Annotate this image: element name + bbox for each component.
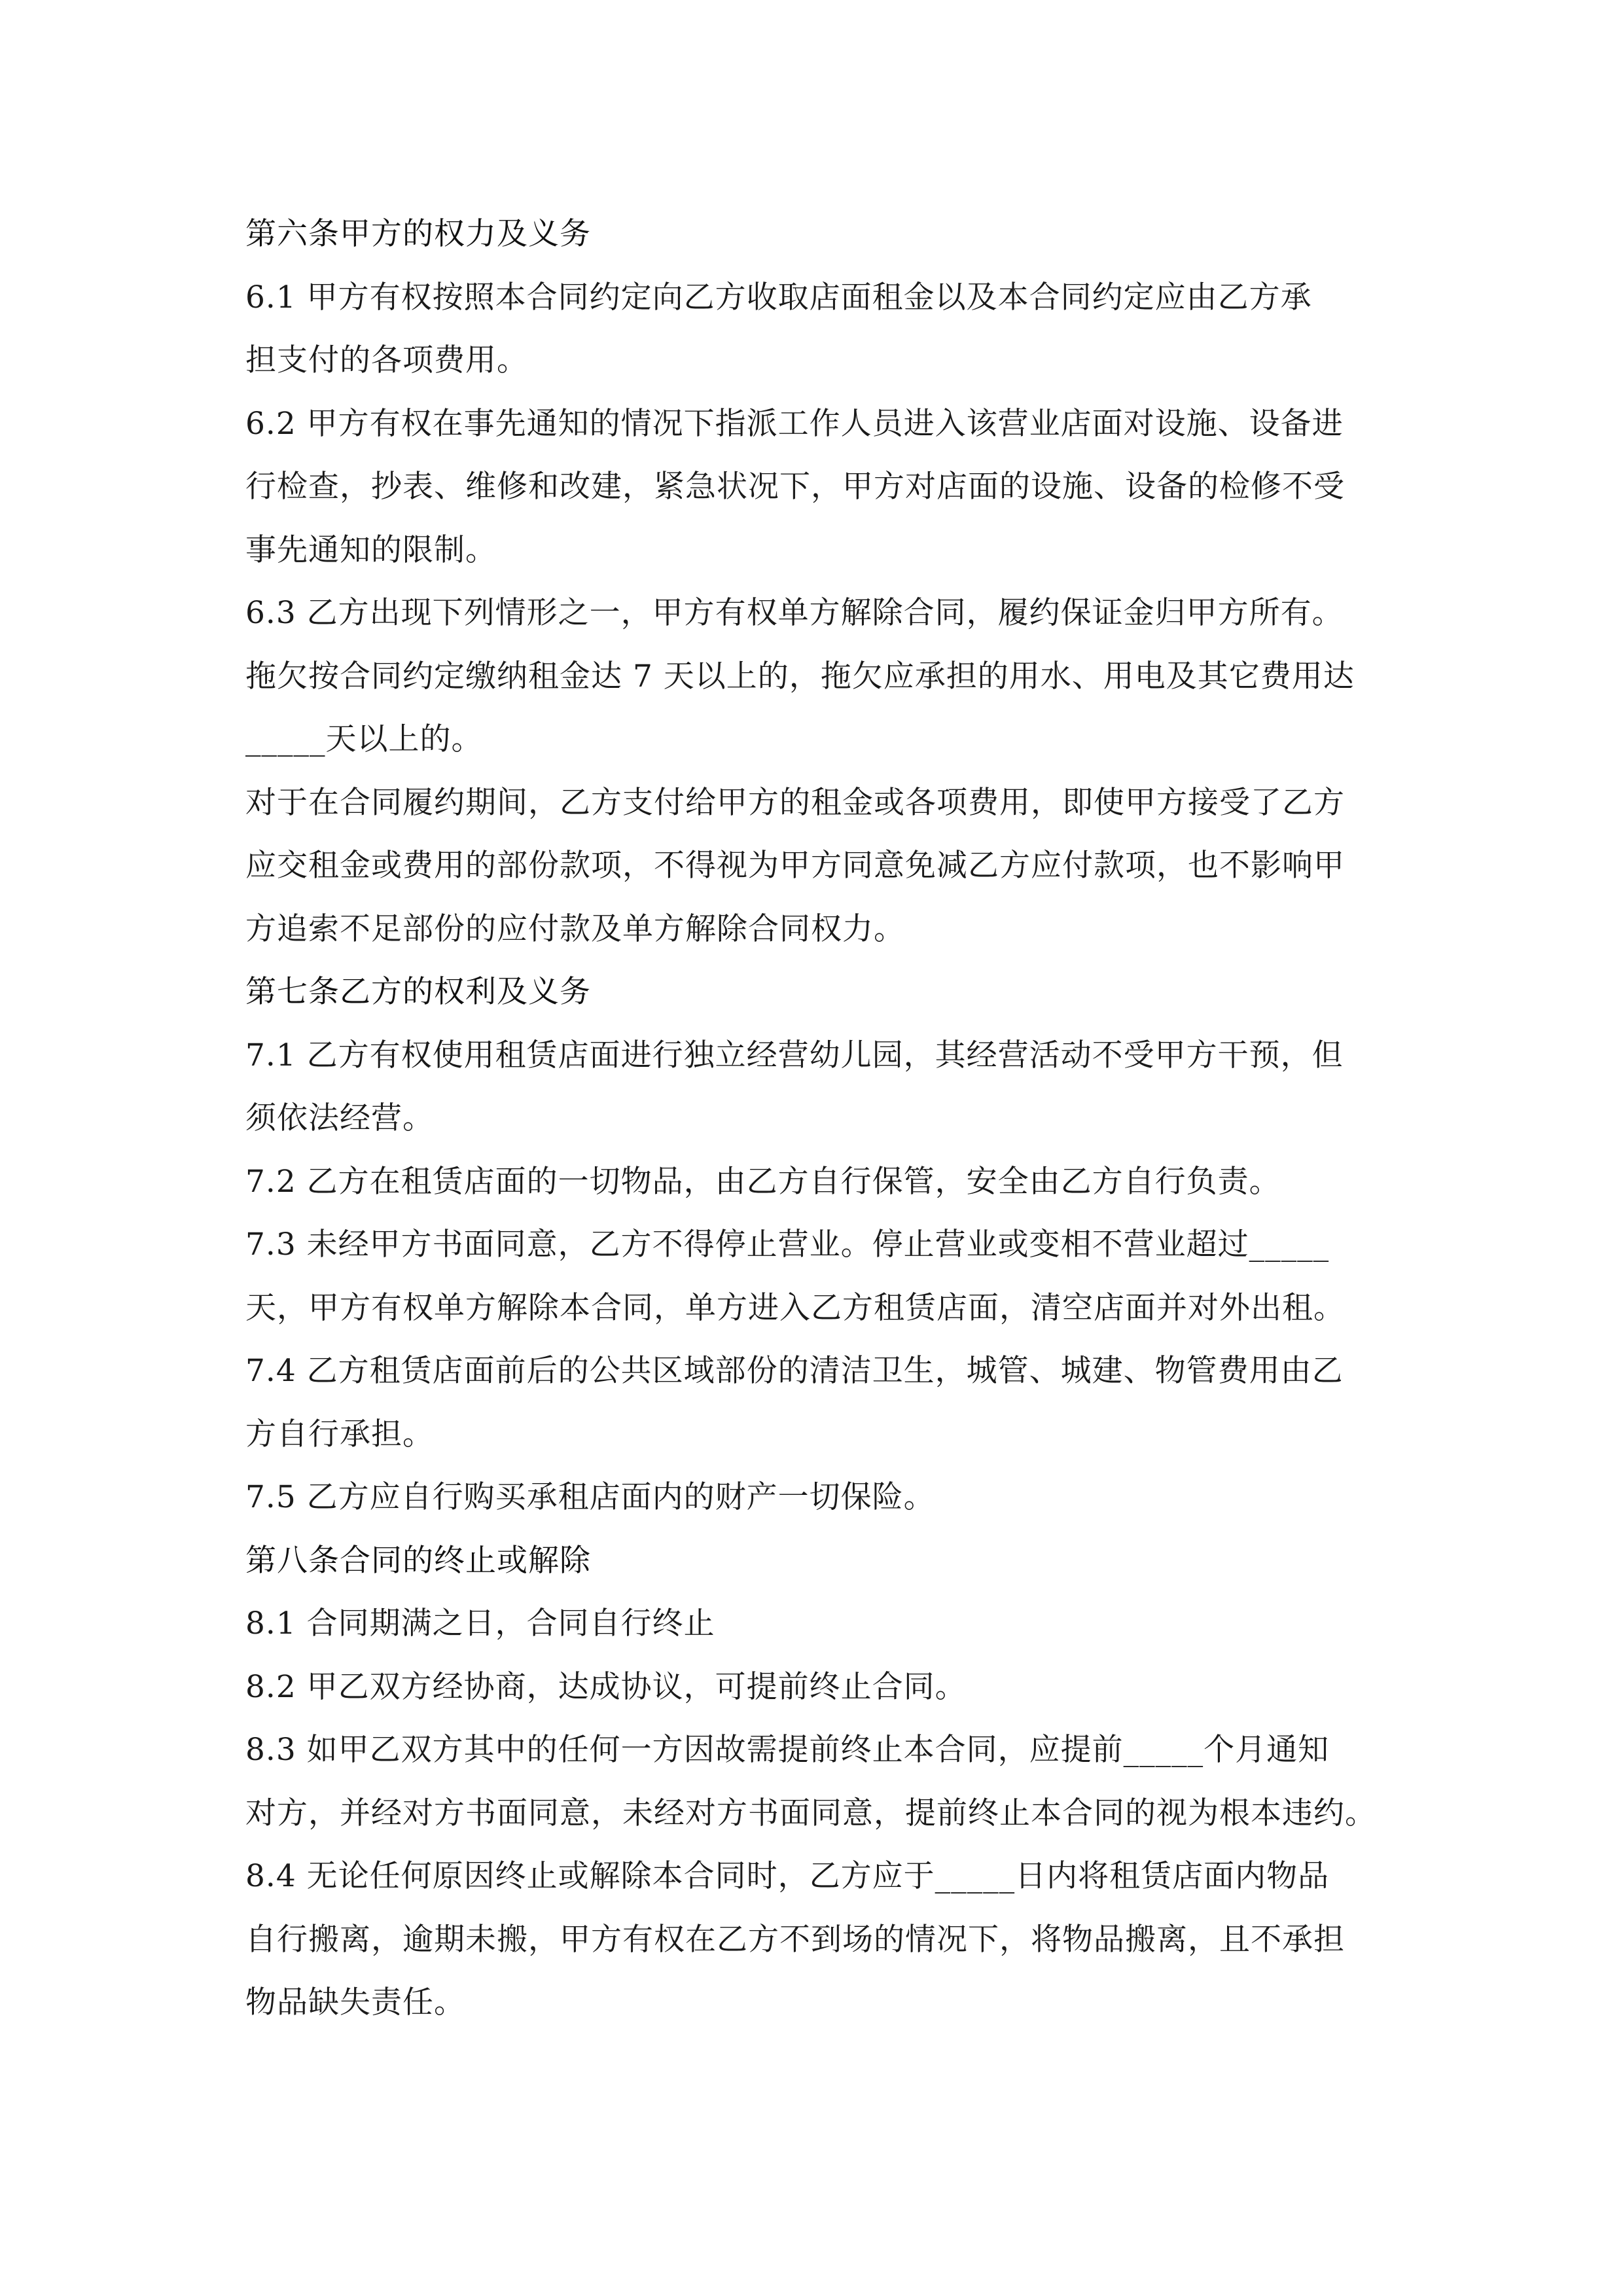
clause-6-2-line-2: 行检查，抄表、维修和改建，紧急状况下，甲方对店面的设施、设备的检修不受 [245, 469, 1345, 505]
clause-6-2-line-3: 事先通知的限制。 [245, 531, 497, 568]
clause-7-3-line-2: 天，甲方有权单方解除本合同，单方进入乙方租赁店面，清空店面并对外出租。 [245, 1289, 1345, 1326]
clause-8-4-line-1: 8.4 无论任何原因终止或解除本合同时，乙方应于_____日内将租赁店面内物品 [245, 1858, 1330, 1894]
clause-7-1-line-1: 7.1 乙方有权使用租赁店面进行独立经营幼儿园，其经营活动不受甲方干预，但 [245, 1037, 1344, 1073]
paragraph-payment-line-1: 对于在合同履约期间，乙方支付给甲方的租金或各项费用，即使甲方接受了乙方 [245, 784, 1345, 821]
clause-6-3-line-1: 6.3 乙方出现下列情形之一，甲方有权单方解除合同，履约保证金归甲方所有。 [245, 595, 1344, 631]
clause-8-4-line-3: 物品缺失责任。 [245, 1984, 465, 2020]
clause-7-2-line-1: 7.2 乙方在租赁店面的一切物品，由乙方自行保管，安全由乙方自行负责。 [245, 1163, 1281, 1200]
clause-7-4-line-2: 方自行承担。 [245, 1416, 434, 1452]
clause-6-2-line-1: 6.2 甲方有权在事先通知的情况下指派工作人员进入该营业店面对设施、设备进 [245, 405, 1344, 442]
clause-7-5-line-1: 7.5 乙方应自行购买承租店面内的财产一切保险。 [245, 1479, 935, 1515]
clause-7-3-line-1: 7.3 未经甲方书面同意，乙方不得停止营业。停止营业或变相不营业超过_____ [245, 1227, 1330, 1263]
clause-8-3-line-2: 对方，并经对方书面同意，未经对方书面同意，提前终止本合同的视为根本违约。 [245, 1795, 1376, 1831]
article-6-heading: 第六条甲方的权力及义务 [245, 216, 591, 252]
clause-6-1-line-2: 担支付的各项费用。 [245, 342, 528, 378]
article-8-heading: 第八条合同的终止或解除 [245, 1542, 591, 1579]
contract-body [245, 203, 1397, 2035]
paragraph-payment-line-3: 方追索不足部份的应付款及单方解除合同权力。 [245, 910, 905, 947]
article-7-heading: 第七条乙方的权利及义务 [245, 974, 591, 1010]
clause-6-3-line-3: _____天以上的。 [245, 721, 483, 757]
clause-8-3-line-1: 8.3 如甲乙双方其中的任何一方因故需提前终止本合同，应提前_____个月通知 [245, 1732, 1330, 1768]
clause-8-1-line-1: 8.1 合同期满之日，合同自行终止 [245, 1605, 715, 1641]
clause-7-1-line-2: 须依法经营。 [245, 1100, 434, 1136]
paragraph-payment-line-2: 应交租金或费用的部份款项，不得视为甲方同意免减乙方应付款项，也不影响甲 [245, 848, 1345, 884]
clause-6-1-line-1: 6.1 甲方有权按照本合同约定向乙方收取店面租金以及本合同约定应由乙方承 [245, 279, 1312, 315]
clause-8-4-line-2: 自行搬离，逾期未搬，甲方有权在乙方不到场的情况下，将物品搬离，且不承担 [245, 1921, 1345, 1958]
clause-8-2-line-1: 8.2 甲乙双方经协商，达成协议，可提前终止合同。 [245, 1668, 967, 1705]
clause-6-3-line-2: 拖欠按合同约定缴纳租金达 7 天以上的，拖欠应承担的用水、用电及其它费用达 [245, 658, 1355, 694]
clause-7-4-line-1: 7.4 乙方租赁店面前后的公共区域部份的清洁卫生，城管、城建、物管费用由乙 [245, 1353, 1344, 1389]
